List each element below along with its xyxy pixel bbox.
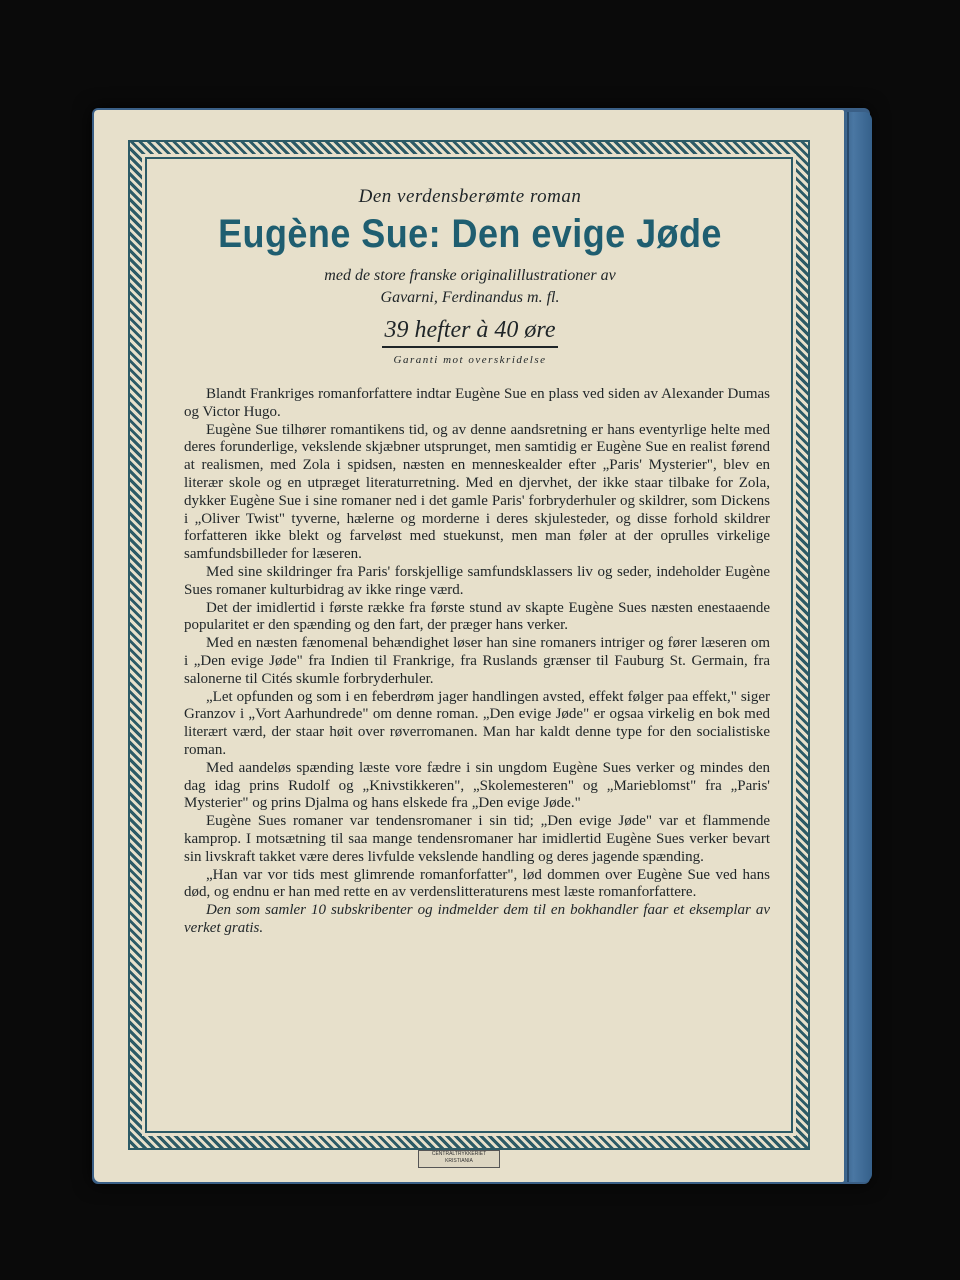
paragraph: Med aandeløs spænding læste vore fædre i sin ungdom Eugène Sues verker og mindes den dag idag prins Rudolf og „Knivstikkeren", „Skolemesteren" og „Marieblomst" fra „Paris' Mysterier" og prins Djalma og hans elskede fra „Den evige Jøde."	[184, 759, 770, 812]
closing-offer: Den som samler 10 subskribenter og indmelder dem til en bokhandler faar et eksemplar av verket gratis.	[184, 902, 770, 936]
paragraph: Med en næsten fænomenal behændighet løser han sine romaners intriger og fører læseren om i „Den evige Jøde" fra Indien til Frankrige, fra Ruslands grænser til Fauburg St. Germain, fra salonerne til Cités skumle forbryderhuler.	[184, 635, 770, 687]
spine-hinge	[847, 112, 849, 1182]
paragraph: Blandt Frankriges romanforfattere indtar Eugène Sue en plass ved siden av Alexander Dumas og Victor Hugo.	[184, 386, 770, 420]
paragraph: „Han var vor tids mest glimrende romanforfatter", lød dommen over Eugène Sue ved hans død, og endnu er han med rette en av verdenslitteraturens mest læste romanforfattere.	[184, 866, 770, 901]
book-title: Eugène Sue: Den evige Jøde	[218, 212, 722, 256]
printer-mark: CENTRALTRYKKERIET KRISTIANIA	[418, 1150, 500, 1168]
paragraph: Eugène Sue tilhører romantikens tid, og av denne aandsretning er hans eventyrlige helte med deres forunderlige, vekslende skjæbner utsprunget, men samtidig er Eugène Sue en realist førend at realismen, med Zola i spidsen, næsten en menneskealder efter „Paris' Mysterier", blev en literær skole og en utpræget literaturretning. Med en djervhet, der ikke staar tilbake for Zola, dykker Eugène Sue i sine romaner ned i det gamle Paris' forbryderhuler og skildrer, som Dickens i „Oliver Twist" tyverne, hælerne og morderne i deres skjulesteder, og disse forhold skildrer forfatteren ikke blekt og farveløst med stuekunst, men man føler at der oprulles virkelige samfundsbilleder for læseren.	[184, 421, 770, 563]
subtitle-line-1: med de store franske originalillustrationer av	[324, 267, 616, 284]
body-text	[162, 386, 778, 938]
subtitle-line-2: Gavarni, Ferdinandus m. fl.	[380, 289, 560, 306]
paragraph: Det der imidlertid i første række fra første stund av skapte Eugène Sues næsten enestaaende popularitet er den spænding og den fart, der præger hans verker.	[184, 599, 770, 634]
guarantee: Garanti mot overskridelse	[393, 354, 547, 366]
cover-content	[162, 176, 778, 938]
price: 39 hefter à 40 øre	[382, 317, 557, 348]
paragraph: Med sine skildringer fra Paris' forskjellige samfundsklassers liv og seder, indeholder Eugène Sues romaner kulturbidrag av ikke ringe værd.	[184, 563, 770, 598]
intro-line: Den verdensberømte roman	[358, 186, 582, 207]
paragraph: „Let opfunden og som i en feberdrøm jager handlingen avsted, effekt følger paa effekt," siger Granzov i „Vort Aarhundrede" om denne roman. „Den evige Jøde" er ogsaa virkelig en bok med literært værd, der staar høit over røverromanen. Man har kaldt denne type for den socialistiske roman.	[184, 688, 770, 758]
paragraph: Eugène Sues romaner var tendensromaner i sin tid; „Den evige Jøde" var et flammende kamprop. I motsætning til saa mange tendensromaner har imidlertid Eugène Sues verker bevart sin livskraft takket være deres livfulde vekslende handling og deres jagende spænding.	[184, 813, 770, 865]
